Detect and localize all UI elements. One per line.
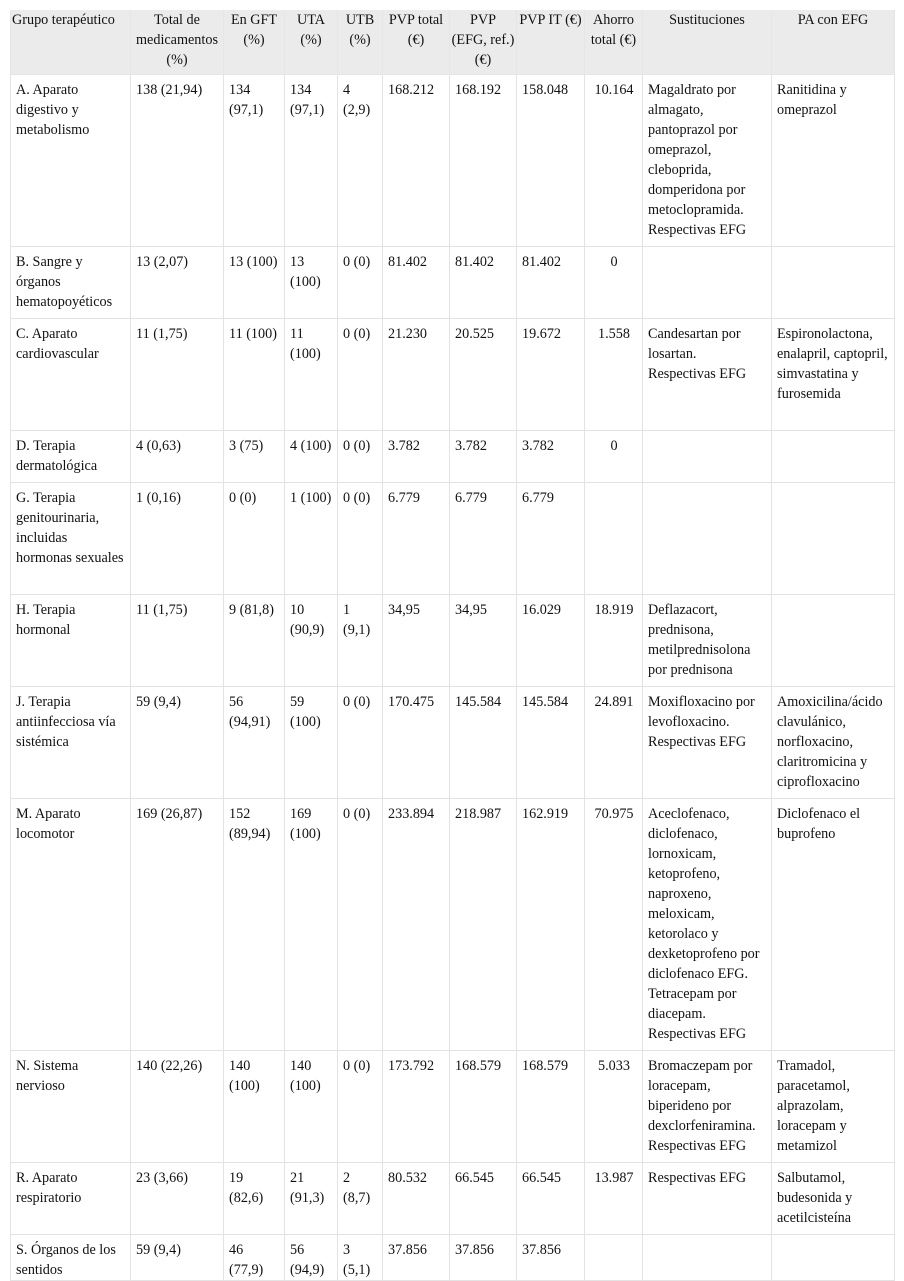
cell-total: 59 (9,4) — [131, 1235, 224, 1281]
cell-gft: 11 (100) — [224, 319, 285, 431]
cell-pvp-total: 6.779 — [383, 483, 450, 595]
table-row — [11, 247, 895, 319]
table-header-row — [11, 10, 895, 75]
cell-grupo: C. Aparato cardiovascular — [11, 319, 131, 431]
table-row — [11, 595, 895, 687]
cell-pvp-efg: 3.782 — [450, 431, 517, 483]
cell-pvp-it: 16.029 — [517, 595, 585, 687]
cell-utb: 0 (0) — [338, 1051, 383, 1163]
cell-pvp-it: 81.402 — [517, 247, 585, 319]
cell-sustituciones: Aceclofenaco, diclofenaco, lornoxicam, ketoprofeno, naproxeno, meloxicam, ketorolaco y dexketoprofeno por diclofenaco EFG. Tetracepam por diacepam. Respectivas EFG — [643, 799, 772, 1051]
cell-total: 11 (1,75) — [131, 319, 224, 431]
cell-sustituciones — [643, 247, 772, 319]
table-row — [11, 1051, 895, 1163]
cell-pvp-total: 81.402 — [383, 247, 450, 319]
cell-ahorro: 0 — [585, 247, 643, 319]
therapeutic-group-table — [10, 10, 895, 1281]
cell-pa-efg — [772, 483, 895, 595]
cell-utb: 0 (0) — [338, 431, 383, 483]
cell-total: 23 (3,66) — [131, 1163, 224, 1235]
cell-uta: 4 (100) — [285, 431, 338, 483]
cell-pvp-it: 145.584 — [517, 687, 585, 799]
cell-ahorro: 5.033 — [585, 1051, 643, 1163]
cell-grupo: S. Órganos de los sentidos — [11, 1235, 131, 1281]
table-row — [11, 319, 895, 431]
cell-utb: 1 (9,1) — [338, 595, 383, 687]
cell-sustituciones — [643, 431, 772, 483]
cell-pvp-efg: 20.525 — [450, 319, 517, 431]
cell-grupo: G. Terapia genitourinaria, incluidas hormonas sexuales — [11, 483, 131, 595]
cell-grupo: B. Sangre y órganos hematopoyéticos — [11, 247, 131, 319]
cell-pa-efg: Diclofenaco el buprofeno — [772, 799, 895, 1051]
cell-pvp-it: 162.919 — [517, 799, 585, 1051]
cell-utb: 0 (0) — [338, 483, 383, 595]
cell-ahorro: 1.558 — [585, 319, 643, 431]
cell-pa-efg — [772, 247, 895, 319]
cell-ahorro: 24.891 — [585, 687, 643, 799]
cell-uta: 59 (100) — [285, 687, 338, 799]
header-total: Total de medicamentos (%) — [131, 10, 224, 75]
header-pvp-efg: PVP (EFG, ref.) (€) — [450, 10, 517, 75]
cell-pvp-efg: 34,95 — [450, 595, 517, 687]
cell-pvp-efg: 6.779 — [450, 483, 517, 595]
cell-total: 59 (9,4) — [131, 687, 224, 799]
cell-uta: 134 (97,1) — [285, 75, 338, 247]
header-utb: UTB (%) — [338, 10, 383, 75]
cell-total: 4 (0,63) — [131, 431, 224, 483]
header-ahorro: Ahorro total (€) — [585, 10, 643, 75]
cell-pa-efg — [772, 431, 895, 483]
cell-pvp-efg: 218.987 — [450, 799, 517, 1051]
cell-grupo: M. Aparato locomotor — [11, 799, 131, 1051]
table-row — [11, 687, 895, 799]
cell-gft: 0 (0) — [224, 483, 285, 595]
cell-grupo: N. Sistema nervioso — [11, 1051, 131, 1163]
cell-gft: 3 (75) — [224, 431, 285, 483]
table-row — [11, 799, 895, 1051]
cell-total: 11 (1,75) — [131, 595, 224, 687]
cell-ahorro: 70.975 — [585, 799, 643, 1051]
table-row — [11, 483, 895, 595]
cell-pvp-efg: 81.402 — [450, 247, 517, 319]
cell-pvp-it: 66.545 — [517, 1163, 585, 1235]
cell-uta: 21 (91,3) — [285, 1163, 338, 1235]
cell-sustituciones: Candesartan por losartan. Respectivas EFG — [643, 319, 772, 431]
cell-gft: 56 (94,91) — [224, 687, 285, 799]
table-row — [11, 75, 895, 247]
cell-gft: 134 (97,1) — [224, 75, 285, 247]
cell-uta: 13 (100) — [285, 247, 338, 319]
cell-grupo: A. Aparato digestivo y metabolismo — [11, 75, 131, 247]
cell-total: 1 (0,16) — [131, 483, 224, 595]
table-row — [11, 1163, 895, 1235]
cell-pvp-it: 19.672 — [517, 319, 585, 431]
cell-sustituciones: Magaldrato por almagato, pantoprazol por omeprazol, cleboprida, domperidona por metoclopramida. Respectivas EFG — [643, 75, 772, 247]
cell-sustituciones: Deflazacort, prednisona, metilprednisolona por prednisona — [643, 595, 772, 687]
cell-utb: 0 (0) — [338, 799, 383, 1051]
header-grupo: Grupo terapéutico — [11, 10, 131, 75]
cell-pvp-total: 3.782 — [383, 431, 450, 483]
cell-pvp-efg: 145.584 — [450, 687, 517, 799]
cell-pvp-total: 37.856 — [383, 1235, 450, 1281]
cell-pvp-total: 34,95 — [383, 595, 450, 687]
cell-pa-efg — [772, 595, 895, 687]
cell-pa-efg: Amoxicilina/ácido clavulánico, norfloxacino, claritromicina y ciprofloxacino — [772, 687, 895, 799]
cell-pa-efg: Espironolactona, enalapril, captopril, simvastatina y furosemida — [772, 319, 895, 431]
cell-pvp-efg: 37.856 — [450, 1235, 517, 1281]
cell-total: 169 (26,87) — [131, 799, 224, 1051]
cell-gft: 140 (100) — [224, 1051, 285, 1163]
cell-utb: 0 (0) — [338, 247, 383, 319]
cell-pvp-total: 168.212 — [383, 75, 450, 247]
cell-sustituciones: Respectivas EFG — [643, 1163, 772, 1235]
cell-pvp-total: 173.792 — [383, 1051, 450, 1163]
cell-uta: 140 (100) — [285, 1051, 338, 1163]
cell-utb: 2 (8,7) — [338, 1163, 383, 1235]
cell-uta: 56 (94,9) — [285, 1235, 338, 1281]
cell-total: 140 (22,26) — [131, 1051, 224, 1163]
cell-pvp-efg: 66.545 — [450, 1163, 517, 1235]
cell-utb: 4 (2,9) — [338, 75, 383, 247]
cell-pvp-it: 37.856 — [517, 1235, 585, 1281]
cell-gft: 46 (77,9) — [224, 1235, 285, 1281]
cell-ahorro: 13.987 — [585, 1163, 643, 1235]
cell-sustituciones: Moxifloxacino por levofloxacino. Respectivas EFG — [643, 687, 772, 799]
cell-uta: 10 (90,9) — [285, 595, 338, 687]
cell-grupo: D. Terapia dermatológica — [11, 431, 131, 483]
cell-grupo: H. Terapia hormonal — [11, 595, 131, 687]
cell-pa-efg: Salbutamol, budesonida y acetilcisteína — [772, 1163, 895, 1235]
cell-sustituciones — [643, 483, 772, 595]
cell-total: 138 (21,94) — [131, 75, 224, 247]
cell-gft: 9 (81,8) — [224, 595, 285, 687]
table-row — [11, 431, 895, 483]
cell-pvp-total: 80.532 — [383, 1163, 450, 1235]
cell-pvp-it: 158.048 — [517, 75, 585, 247]
cell-grupo: J. Terapia antiinfecciosa vía sistémica — [11, 687, 131, 799]
cell-pvp-efg: 168.192 — [450, 75, 517, 247]
header-uta: UTA (%) — [285, 10, 338, 75]
cell-ahorro: 10.164 — [585, 75, 643, 247]
cell-pa-efg: Tramadol, paracetamol, alprazolam, loracepam y metamizol — [772, 1051, 895, 1163]
cell-pvp-total: 170.475 — [383, 687, 450, 799]
cell-utb: 0 (0) — [338, 687, 383, 799]
cell-pvp-it: 3.782 — [517, 431, 585, 483]
cell-sustituciones: Bromaczepam por loracepam, biperideno por dexclorfeniramina. Respectivas EFG — [643, 1051, 772, 1163]
header-sustituciones: Sustituciones — [643, 10, 772, 75]
cell-pvp-total: 21.230 — [383, 319, 450, 431]
cell-grupo: R. Aparato respiratorio — [11, 1163, 131, 1235]
cell-uta: 169 (100) — [285, 799, 338, 1051]
cell-ahorro: 18.919 — [585, 595, 643, 687]
cell-utb: 3 (5,1) — [338, 1235, 383, 1281]
cell-ahorro: 0 — [585, 431, 643, 483]
cell-gft: 19 (82,6) — [224, 1163, 285, 1235]
cell-pa-efg: Ranitidina y omeprazol — [772, 75, 895, 247]
header-pvp-it: PVP IT (€) — [517, 10, 585, 75]
cell-gft: 13 (100) — [224, 247, 285, 319]
cell-pvp-it: 168.579 — [517, 1051, 585, 1163]
cell-ahorro — [585, 483, 643, 595]
cell-gft: 152 (89,94) — [224, 799, 285, 1051]
header-gft: En GFT (%) — [224, 10, 285, 75]
cell-utb: 0 (0) — [338, 319, 383, 431]
header-pa-efg: PA con EFG — [772, 10, 895, 75]
cell-pvp-it: 6.779 — [517, 483, 585, 595]
cell-total: 13 (2,07) — [131, 247, 224, 319]
cell-uta: 1 (100) — [285, 483, 338, 595]
cell-uta: 11 (100) — [285, 319, 338, 431]
cell-pvp-efg: 168.579 — [450, 1051, 517, 1163]
cell-pvp-total: 233.894 — [383, 799, 450, 1051]
header-pvp-total: PVP total (€) — [383, 10, 450, 75]
